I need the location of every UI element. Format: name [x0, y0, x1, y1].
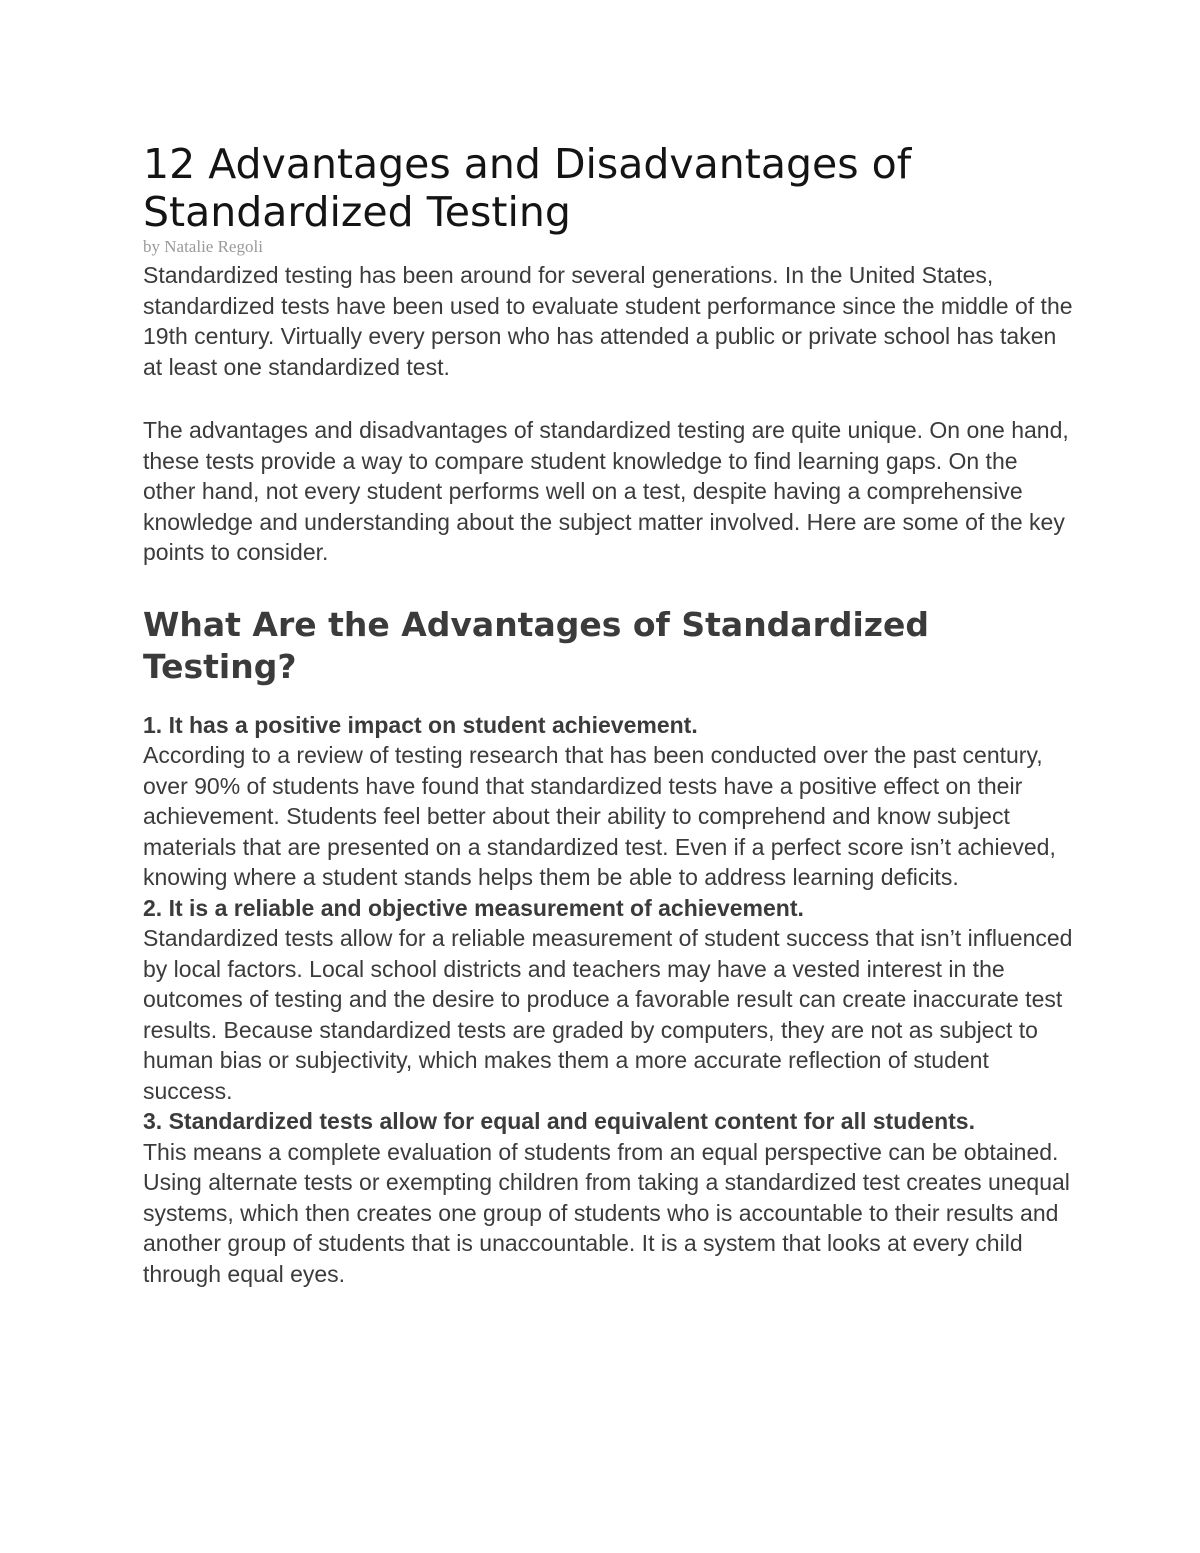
intro-paragraph: Standardized testing has been around for several generations. In the United States, standardized tests have been used to evaluate student performance since the middle of the 19th century. Virtually every person who has attended a public or private school has taken at least one standardized test. — [143, 262, 1073, 380]
advantage-body: According to a review of testing research that has been conducted over the past century, over 90% of students have found that standardized tests have a positive effect on their achievement. Students feel better about their ability to comprehend and know subject materials that are presented on a standardized test. Even if a perfect score isn’t achieved, knowing where a student stands helps them be able to address learning deficits. — [143, 742, 1056, 890]
advantage-item — [143, 1106, 1073, 1289]
intro-paragraph: The advantages and disadvantages of standardized testing are quite unique. On one hand, these tests provide a way to compare student knowledge to find learning gaps. On the other hand, not every student performs well on a test, despite having a comprehensive knowledge and understanding about the subject matter involved. Here are some of the key points to consider. — [143, 417, 1069, 565]
advantage-body: This means a complete evaluation of students from an equal perspective can be obtained. Using alternate tests or exempting children from taking a standardized test creates unequal systems, which then creates one group of students who is accountable to their results and another group of students that is unaccountable. It is a system that looks at every child through equal eyes. — [143, 1138, 1070, 1287]
advantage-item — [143, 710, 1073, 893]
advantage-body: Standardized tests allow for a reliable measurement of student success that isn’t influenced by local factors. Local school districts and teachers may have a vested interest in the outcomes of testing and the desire to produce a favorable result can create inaccurate test results. Because standardized tests are graded by computers, they are not as subject to human bias or subjectivity, which makes them a more accurate reflection of student success. — [143, 925, 1073, 1104]
advantage-heading: 3. Standardized tests allow for equal and equivalent content for all students. — [143, 1108, 975, 1134]
advantage-heading: 2. It is a reliable and objective measurement of achievement. — [143, 894, 804, 921]
document-title: 12 Advantages and Disadvantages of Standardized Testing — [143, 140, 912, 236]
section-heading: What Are the Advantages of Standardized Testing? — [143, 604, 929, 686]
author-byline: by Natalie Regoli — [143, 237, 263, 256]
document-page — [143, 140, 1073, 1289]
advantage-heading: 1. It has a positive impact on student achievement. — [143, 711, 698, 738]
advantage-item — [143, 893, 1073, 1107]
